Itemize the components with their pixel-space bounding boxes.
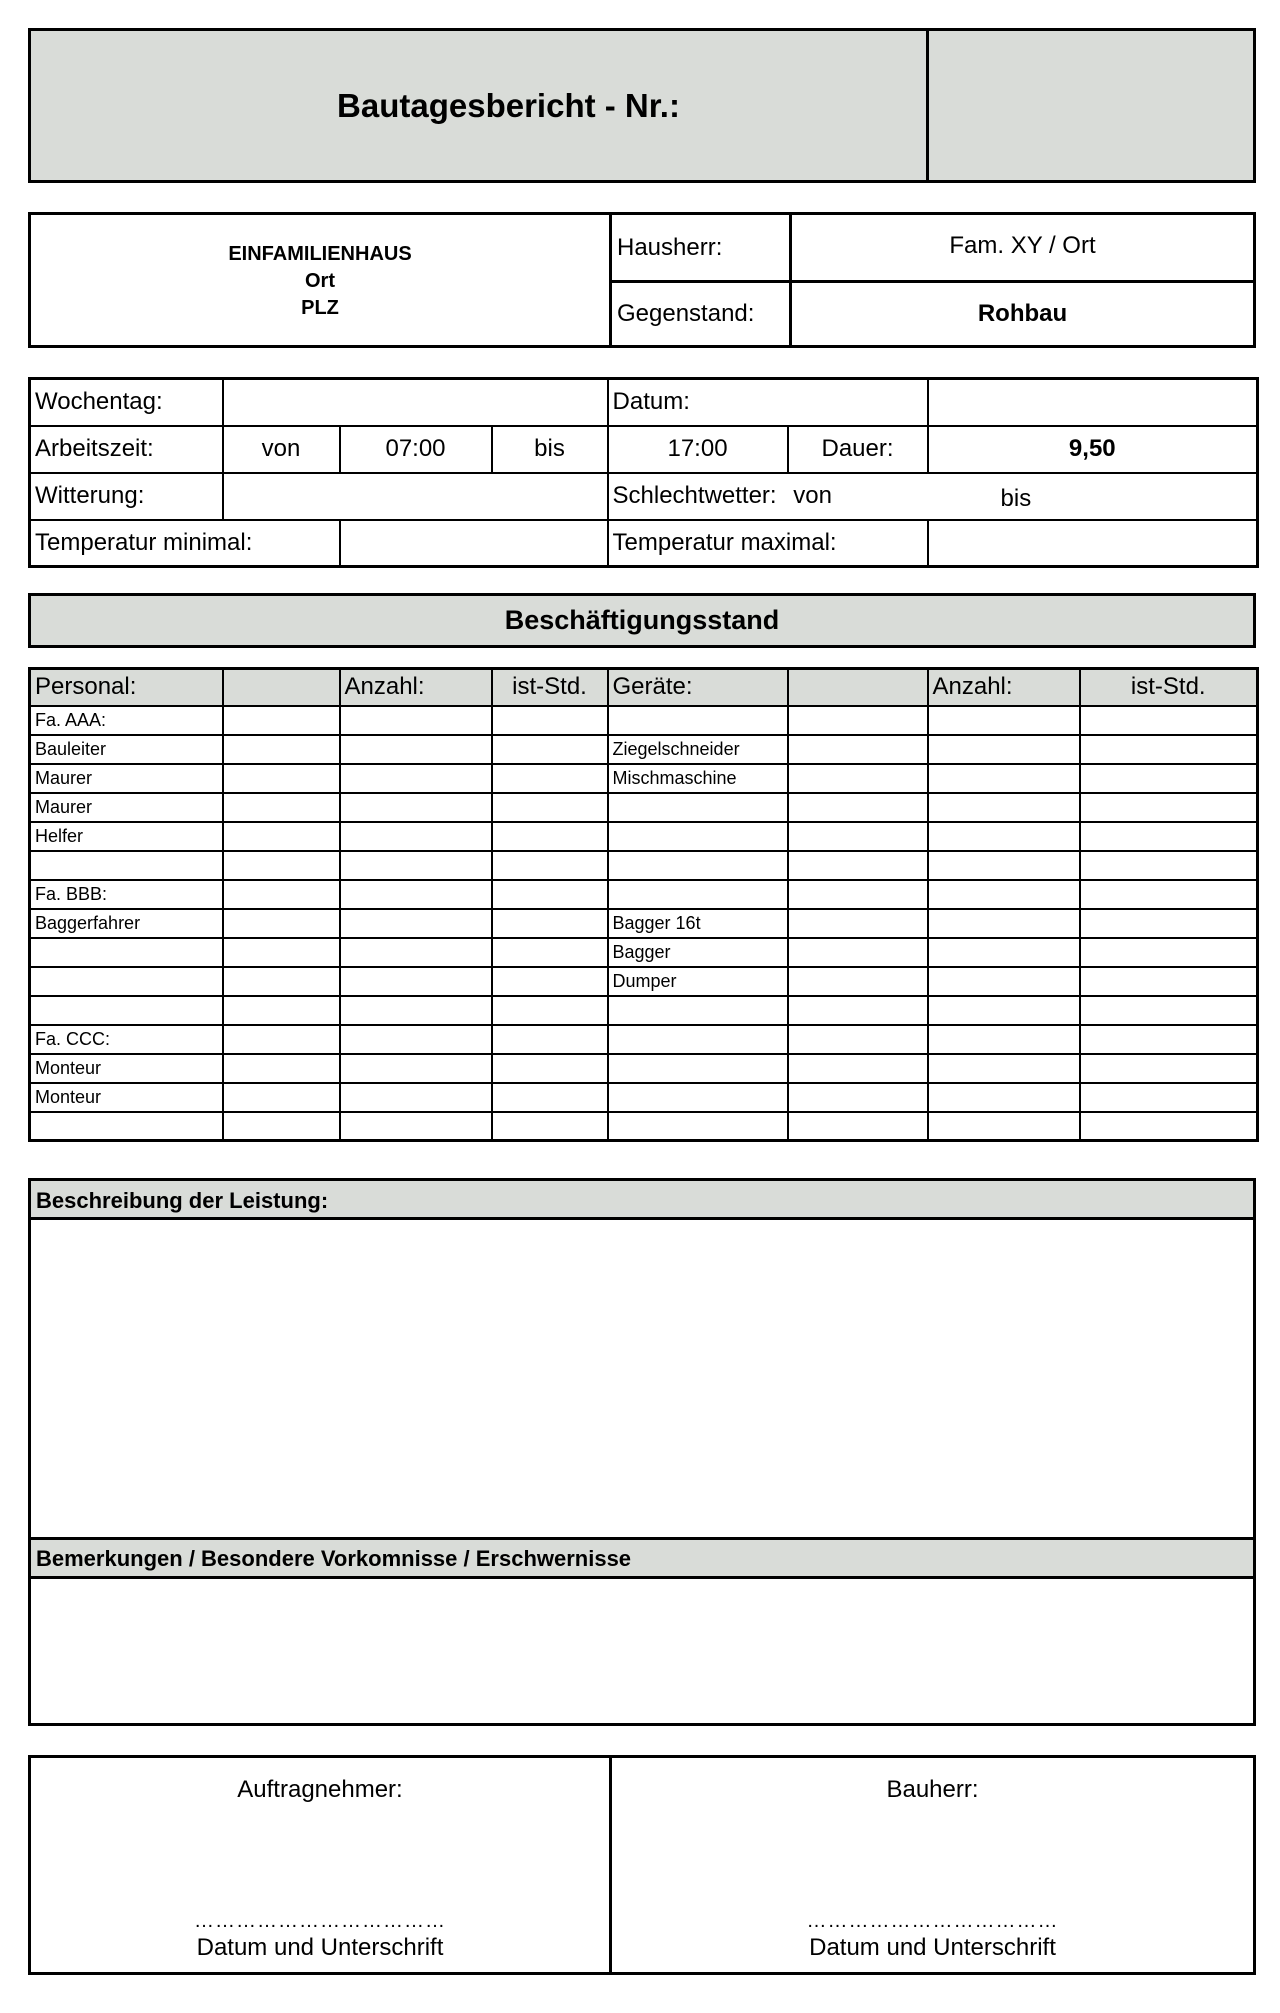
equipment-hours-cell[interactable] — [1080, 735, 1258, 764]
equipment-cell[interactable] — [608, 1112, 788, 1141]
staff-row — [30, 938, 1258, 967]
personal-extra-cell[interactable] — [223, 967, 340, 996]
staff-header-row — [30, 669, 1258, 706]
description-title: Beschreibung der Leistung: — [31, 1181, 1253, 1220]
general-info-table — [28, 377, 1259, 568]
description-box — [28, 1178, 1256, 1726]
equipment-cell[interactable]: Mischmaschine — [608, 764, 788, 793]
personal-hours-cell[interactable] — [492, 764, 608, 793]
project-box — [28, 212, 1256, 348]
equipment-extra-cell[interactable] — [788, 909, 928, 938]
staff-section-title: Beschäftigungsstand — [28, 593, 1256, 648]
report-title: Bautagesbericht - Nr.: — [337, 87, 680, 124]
personal-hours-cell[interactable] — [492, 967, 608, 996]
staff-row — [30, 1112, 1258, 1141]
contractor-label: Auftragnehmer: — [237, 1776, 403, 1803]
equipment-cell[interactable]: Bagger — [608, 938, 788, 967]
equipment-count-cell[interactable] — [928, 967, 1080, 996]
staff-row — [30, 764, 1258, 793]
personal-cell[interactable]: Baggerfahrer — [30, 909, 223, 938]
arbeitszeit-label: Arbeitszeit: — [30, 426, 223, 473]
staff-row — [30, 793, 1258, 822]
equipment-count-cell[interactable] — [928, 938, 1080, 967]
col-ist-2: ist-Std. — [1080, 669, 1258, 706]
personal-count-cell[interactable] — [340, 1025, 492, 1054]
project-address — [31, 241, 609, 322]
personal-hours-cell[interactable] — [492, 880, 608, 909]
personal-hours-cell[interactable] — [492, 851, 608, 880]
personal-extra-cell[interactable] — [223, 1054, 340, 1083]
remarks-content[interactable] — [31, 1579, 1253, 1723]
col-ist-1: ist-Std. — [492, 669, 608, 706]
staff-row — [30, 822, 1258, 851]
equipment-hours-cell[interactable] — [1080, 967, 1258, 996]
col-geraete: Geräte: — [608, 669, 788, 706]
staff-row — [30, 735, 1258, 764]
equipment-cell[interactable] — [608, 851, 788, 880]
dauer-label: Dauer: — [788, 426, 928, 473]
staff-row — [30, 996, 1258, 1025]
personal-count-cell[interactable] — [340, 822, 492, 851]
equipment-count-cell[interactable] — [928, 1083, 1080, 1112]
personal-hours-cell[interactable] — [492, 735, 608, 764]
schlechtwetter-cell[interactable] — [608, 473, 1258, 520]
personal-extra-cell[interactable] — [223, 938, 340, 967]
equipment-count-cell[interactable] — [928, 851, 1080, 880]
equipment-count-cell[interactable] — [928, 909, 1080, 938]
personal-cell[interactable]: Helfer — [30, 822, 223, 851]
project-city: Ort — [305, 270, 335, 292]
hausherr-label: Hausherr: — [617, 234, 723, 261]
personal-extra-cell[interactable] — [223, 764, 340, 793]
col-personal: Personal: — [30, 669, 223, 706]
equipment-extra-cell[interactable] — [788, 822, 928, 851]
personal-count-cell[interactable] — [340, 735, 492, 764]
equipment-extra-cell[interactable] — [788, 706, 928, 735]
personal-count-cell[interactable] — [340, 1112, 492, 1141]
col-blank-2 — [788, 669, 928, 706]
staff-row — [30, 880, 1258, 909]
personal-cell[interactable]: Fa. AAA: — [30, 706, 223, 735]
equipment-hours-cell[interactable] — [1080, 909, 1258, 938]
equipment-hours-cell[interactable] — [1080, 793, 1258, 822]
client-signature-line[interactable]: ……………………………… — [806, 1910, 1059, 1932]
personal-extra-cell[interactable] — [223, 851, 340, 880]
equipment-cell[interactable] — [608, 1025, 788, 1054]
equipment-cell[interactable]: Dumper — [608, 967, 788, 996]
col-anzahl-1: Anzahl: — [340, 669, 492, 706]
personal-cell[interactable]: Fa. CCC: — [30, 1025, 223, 1054]
personal-hours-cell[interactable] — [492, 1054, 608, 1083]
witterung-label: Witterung: — [30, 473, 223, 520]
personal-cell[interactable]: Maurer — [30, 793, 223, 822]
hausherr-value[interactable]: Fam. XY / Ort — [949, 232, 1096, 259]
equipment-extra-cell[interactable] — [788, 880, 928, 909]
staff-row — [30, 909, 1258, 938]
personal-count-cell[interactable] — [340, 938, 492, 967]
equipment-count-cell[interactable] — [928, 1025, 1080, 1054]
equipment-extra-cell[interactable] — [788, 793, 928, 822]
personal-hours-cell[interactable] — [492, 1083, 608, 1112]
witterung-field[interactable] — [223, 473, 608, 520]
schlechtwetter-von: von — [793, 482, 832, 509]
description-content[interactable] — [31, 1223, 1253, 1537]
personal-hours-cell[interactable] — [492, 793, 608, 822]
equipment-cell[interactable] — [608, 793, 788, 822]
personal-cell[interactable] — [30, 938, 223, 967]
equipment-extra-cell[interactable] — [788, 1025, 928, 1054]
equipment-cell[interactable] — [608, 880, 788, 909]
personal-count-cell[interactable] — [340, 851, 492, 880]
personal-cell[interactable]: Bauleiter — [30, 735, 223, 764]
start-time-field[interactable]: 07:00 — [340, 426, 492, 473]
equipment-count-cell[interactable] — [928, 880, 1080, 909]
end-time-field[interactable]: 17:00 — [608, 426, 788, 473]
equipment-cell[interactable] — [608, 822, 788, 851]
personal-extra-cell[interactable] — [223, 1025, 340, 1054]
personal-extra-cell[interactable] — [223, 735, 340, 764]
report-header — [28, 28, 1256, 183]
equipment-count-cell[interactable] — [928, 793, 1080, 822]
equipment-cell[interactable] — [608, 996, 788, 1025]
personal-hours-cell[interactable] — [492, 706, 608, 735]
personal-cell[interactable]: Maurer — [30, 764, 223, 793]
equipment-extra-cell[interactable] — [788, 1112, 928, 1141]
staff-row — [30, 1083, 1258, 1112]
equipment-count-cell[interactable] — [928, 735, 1080, 764]
project-type: EINFAMILIENHAUS — [228, 243, 412, 265]
equipment-extra-cell[interactable] — [788, 851, 928, 880]
personal-count-cell[interactable] — [340, 1054, 492, 1083]
equipment-hours-cell[interactable] — [1080, 851, 1258, 880]
equipment-count-cell[interactable] — [928, 764, 1080, 793]
temp-min-label: Temperatur minimal: — [30, 520, 340, 567]
temp-min-field[interactable] — [340, 520, 608, 567]
client-label: Bauherr: — [886, 1776, 979, 1803]
datum-label: Datum: — [608, 379, 928, 426]
client-caption: Datum und Unterschrift — [809, 1934, 1056, 1961]
staff-row — [30, 706, 1258, 735]
personal-count-cell[interactable] — [340, 706, 492, 735]
equipment-hours-cell[interactable] — [1080, 1112, 1258, 1141]
personal-extra-cell[interactable] — [223, 880, 340, 909]
gegenstand-label: Gegenstand: — [617, 300, 755, 327]
staff-row — [30, 851, 1258, 880]
equipment-count-cell[interactable] — [928, 1054, 1080, 1083]
personal-hours-cell[interactable] — [492, 822, 608, 851]
equipment-hours-cell[interactable] — [1080, 1083, 1258, 1112]
personal-count-cell[interactable] — [340, 909, 492, 938]
personal-cell[interactable] — [30, 967, 223, 996]
equipment-cell[interactable] — [608, 1083, 788, 1112]
staff-row — [30, 967, 1258, 996]
temp-max-field[interactable] — [928, 520, 1258, 567]
personal-count-cell[interactable] — [340, 793, 492, 822]
wochentag-field[interactable] — [223, 379, 608, 426]
equipment-extra-cell[interactable] — [788, 996, 928, 1025]
equipment-extra-cell[interactable] — [788, 967, 928, 996]
equipment-hours-cell[interactable] — [1080, 880, 1258, 909]
equipment-hours-cell[interactable] — [1080, 822, 1258, 851]
equipment-extra-cell[interactable] — [788, 1083, 928, 1112]
personal-extra-cell[interactable] — [223, 1112, 340, 1141]
personal-hours-cell[interactable] — [492, 996, 608, 1025]
personal-cell[interactable] — [30, 851, 223, 880]
staff-row — [30, 1054, 1258, 1083]
personal-cell[interactable]: Monteur — [30, 1083, 223, 1112]
equipment-extra-cell[interactable] — [788, 764, 928, 793]
personal-count-cell[interactable] — [340, 967, 492, 996]
equipment-extra-cell[interactable] — [788, 735, 928, 764]
gegenstand-value[interactable]: Rohbau — [977, 300, 1068, 327]
datum-field[interactable] — [928, 379, 1258, 426]
personal-extra-cell[interactable] — [223, 909, 340, 938]
equipment-extra-cell[interactable] — [788, 938, 928, 967]
equipment-count-cell[interactable] — [928, 822, 1080, 851]
personal-count-cell[interactable] — [340, 764, 492, 793]
schlechtwetter-label: Schlechtwetter: — [612, 482, 777, 509]
contractor-signature-line[interactable]: ……………………………… — [194, 1910, 446, 1932]
personal-cell[interactable]: Monteur — [30, 1054, 223, 1083]
staff-table — [28, 667, 1259, 1142]
remarks-title: Bemerkungen / Besondere Vorkomnisse / Erschwernisse — [31, 1537, 1253, 1579]
equipment-cell[interactable] — [608, 706, 788, 735]
personal-extra-cell[interactable] — [223, 793, 340, 822]
personal-count-cell[interactable] — [340, 880, 492, 909]
equipment-hours-cell[interactable] — [1080, 706, 1258, 735]
equipment-hours-cell[interactable] — [1080, 764, 1258, 793]
personal-count-cell[interactable] — [340, 996, 492, 1025]
personal-extra-cell[interactable] — [223, 822, 340, 851]
equipment-cell[interactable]: Bagger 16t — [608, 909, 788, 938]
personal-hours-cell[interactable] — [492, 909, 608, 938]
personal-extra-cell[interactable] — [223, 706, 340, 735]
equipment-hours-cell[interactable] — [1080, 996, 1258, 1025]
equipment-count-cell[interactable] — [928, 996, 1080, 1025]
personal-cell[interactable] — [30, 996, 223, 1025]
personal-cell[interactable]: Fa. BBB: — [30, 880, 223, 909]
contractor-caption: Datum und Unterschrift — [196, 1934, 444, 1961]
staff-row — [30, 1025, 1258, 1054]
equipment-count-cell[interactable] — [928, 1112, 1080, 1141]
equipment-hours-cell[interactable] — [1080, 1025, 1258, 1054]
personal-count-cell[interactable] — [340, 1083, 492, 1112]
personal-extra-cell[interactable] — [223, 1083, 340, 1112]
col-blank-1 — [223, 669, 340, 706]
equipment-count-cell[interactable] — [928, 706, 1080, 735]
personal-hours-cell[interactable] — [492, 1112, 608, 1141]
dauer-value[interactable]: 9,50 — [928, 426, 1258, 473]
von-label: von — [223, 426, 340, 473]
personal-extra-cell[interactable] — [223, 996, 340, 1025]
signature-box — [28, 1755, 1256, 1975]
equipment-hours-cell[interactable] — [1080, 1054, 1258, 1083]
equipment-extra-cell[interactable] — [788, 1054, 928, 1083]
schlechtwetter-bis: bis — [1000, 484, 1032, 512]
equipment-cell[interactable] — [608, 1054, 788, 1083]
wochentag-label: Wochentag: — [30, 379, 223, 426]
equipment-hours-cell[interactable] — [1080, 938, 1258, 967]
col-anzahl-2: Anzahl: — [928, 669, 1080, 706]
personal-cell[interactable] — [30, 1112, 223, 1141]
personal-hours-cell[interactable] — [492, 938, 608, 967]
bis-label: bis — [492, 426, 608, 473]
personal-hours-cell[interactable] — [492, 1025, 608, 1054]
equipment-cell[interactable]: Ziegelschneider — [608, 735, 788, 764]
project-postcode: PLZ — [301, 297, 339, 319]
temp-max-label: Temperatur maximal: — [608, 520, 928, 567]
report-number-field[interactable] — [929, 31, 1253, 180]
